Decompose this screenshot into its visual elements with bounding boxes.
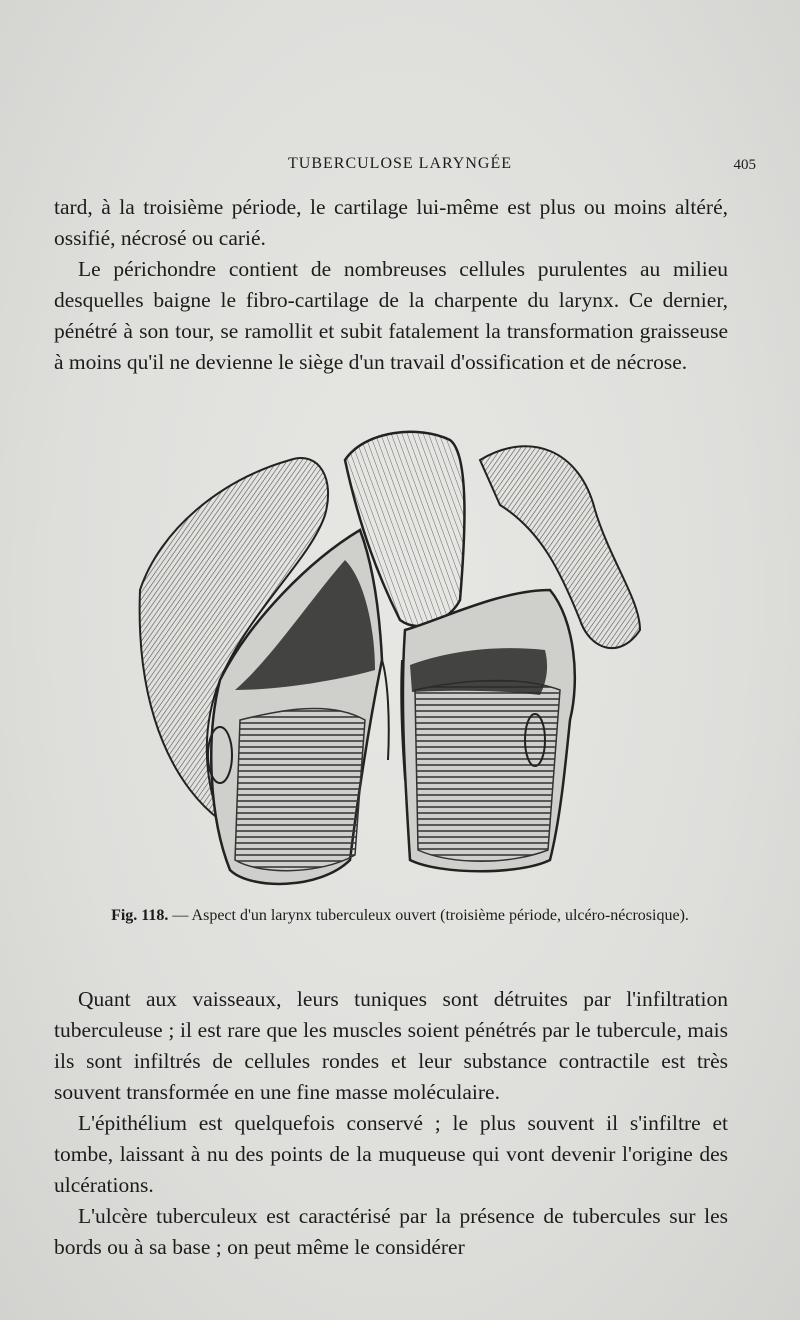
page-header (0, 155, 800, 179)
bottom-text-block (54, 984, 728, 1263)
figure-caption-text: — Aspect d'un larynx tuberculeux ouvert (troisième période, ulcéro-nécrosique). (168, 907, 689, 924)
page-number: 405 (733, 157, 756, 173)
paragraph: L'ulcère tuberculeux est caractérisé par la présence de tubercules sur les bords ou à sa base ; on peut même le considérer (54, 1204, 728, 1259)
figure-caption (70, 906, 730, 926)
paragraph: Le périchondre contient de nombreuses cellules purulentes au milieu desquelles baigne le fibro-cartilage de la charpente du larynx. Ce dernier, pénétré à son tour, se ramollit et subit fatalement la transformation graisseuse à moins qu'il ne devienne le siège d'un travail d'ossification et de nécrose. (54, 257, 728, 374)
running-title: TUBERCULOSE LARYNGÉE (288, 155, 512, 172)
paragraph: Quant aux vaisseaux, leurs tuniques sont détruites par l'infiltration tuberculeuse ; il est rare que les muscles soient pénétrés par le tubercule, mais ils sont infiltrés de cellules rondes et leur substance contractile est très souvent transformée en une fine masse moléculaire. (54, 987, 728, 1104)
paragraph: L'épithélium est quelquefois conservé ; le plus souvent il s'infiltre et tombe, laissant à nu des points de la muqueuse qui vont devenir l'origine des ulcérations. (54, 1111, 728, 1197)
top-text-block (54, 192, 728, 378)
figure-label: Fig. 118. (111, 907, 169, 924)
paragraph: tard, à la troisième période, le cartilage lui-même est plus ou moins altéré, ossifié, nécrosé ou carié. (54, 195, 728, 250)
larynx-illustration (120, 420, 660, 900)
